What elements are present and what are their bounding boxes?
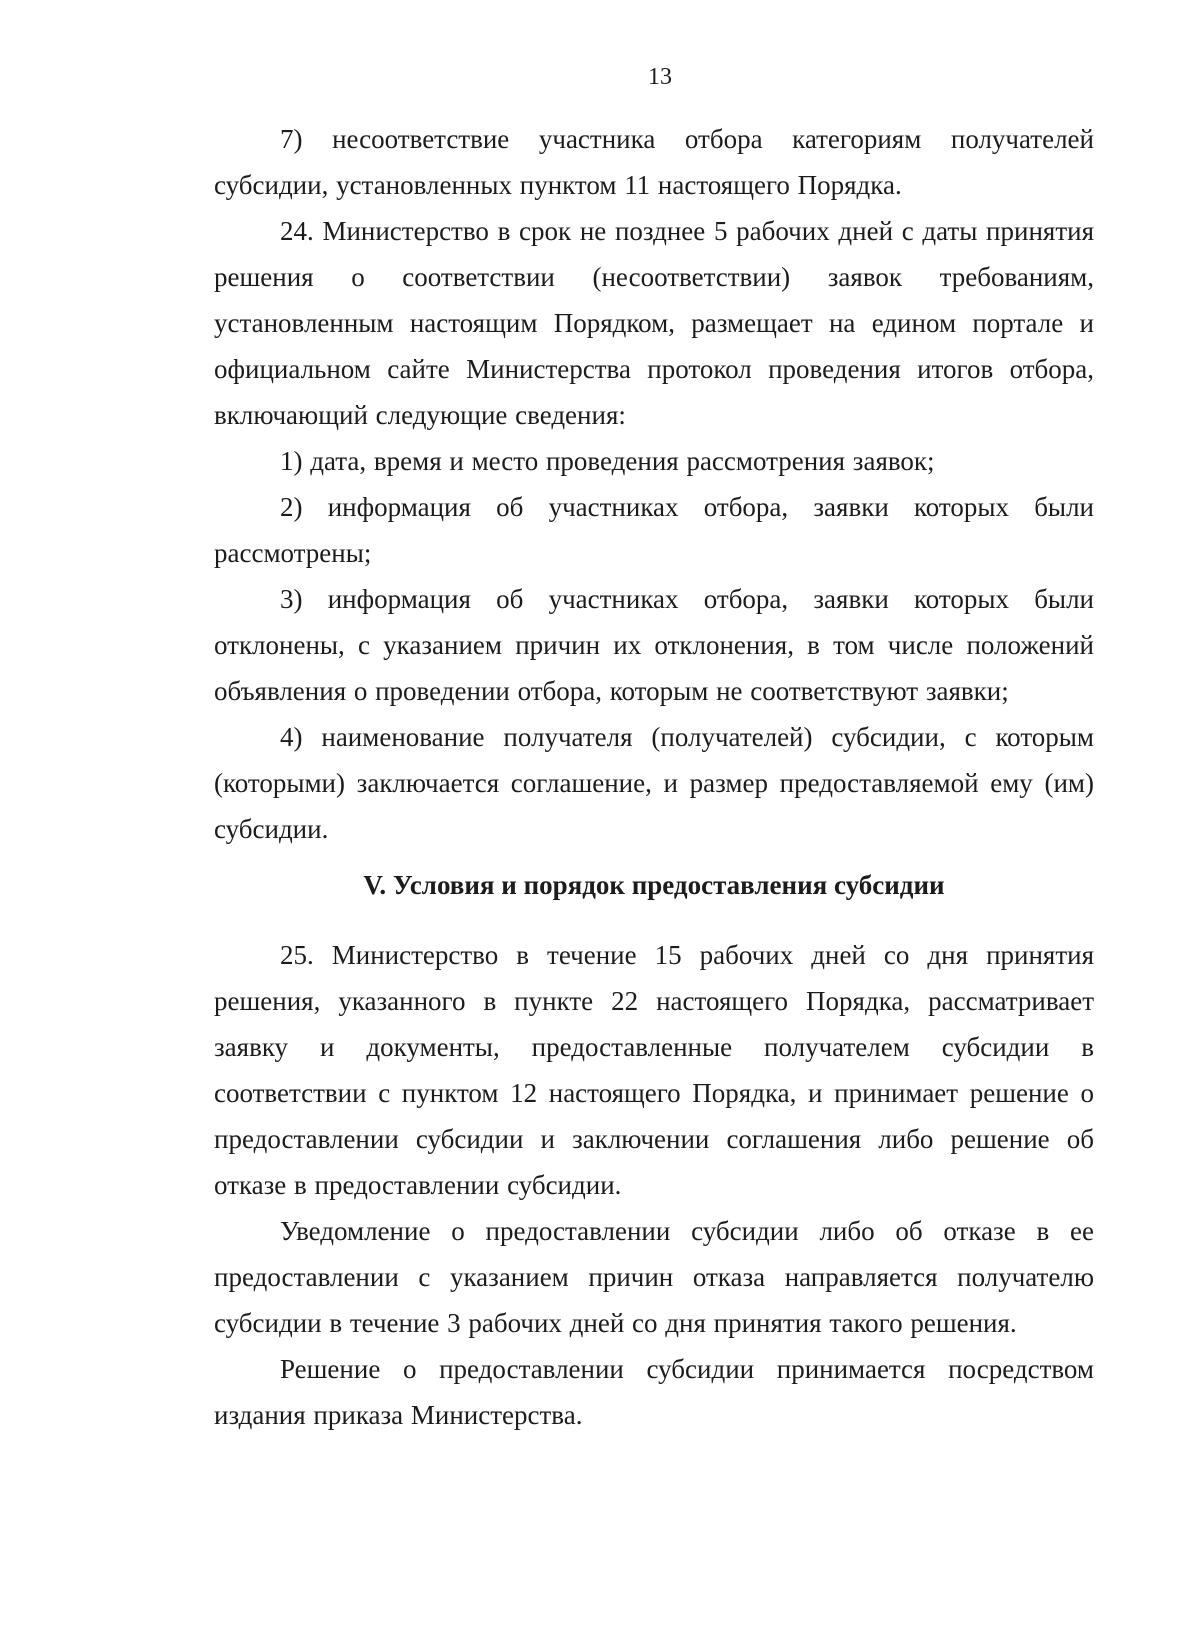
paragraph-24: 24. Министерство в срок не позднее 5 рабочих дней с даты принятия решения о соответствии (несоответствии) заявок требованиям, установленным настоящим Порядком, размещает на едином портале и официальном сайте Министерства протокол проведения итогов отбора, включающий следующие сведения:	[214, 216, 1094, 430]
paragraph-25: 25. Министерство в течение 15 рабочих дней со дня принятия решения, указанного в пункте 22 настоящего Порядка, рассматривает заявку и документы, предоставленные получателем субсидии в соответствии с пунктом 12 настоящего Порядка, и принимает решение о предоставлении субсидии и заключении соглашения либо решение об отказе в предоставлении субсидии.	[214, 940, 1094, 1200]
paragraph-decision: Решение о предоставлении субсидии принимается посредством издания приказа Министерства.	[214, 1354, 1094, 1430]
list-item-3: 3) информация об участниках отбора, заявки которых были отклонены, с указанием причин их отклонения, в том числе положений объявления о проведении отбора, которым не соответствуют заявки;	[214, 584, 1094, 706]
paragraph-notification: Уведомление о предоставлении субсидии либо об отказе в ее предоставлении с указанием причин отказа направляется получателю субсидии в течение 3 рабочих дней со дня принятия такого решения.	[214, 1216, 1094, 1338]
document-body	[214, 116, 1094, 1438]
section-heading: V. Условия и порядок предоставления субсидии	[363, 870, 945, 900]
paragraph-item-7: 7) несоответствие участника отбора категориям получателей субсидии, установленных пунктом 11 настоящего Порядка.	[214, 124, 1094, 200]
page-number: 13	[648, 64, 672, 90]
list-item-4: 4) наименование получателя (получателей) субсидии, с которым (которыми) заключается соглашение, и размер предоставляемой ему (им) субсидии.	[214, 722, 1094, 844]
list-item-1: 1) дата, время и место проведения рассмотрения заявок;	[280, 446, 935, 476]
list-item-2: 2) информация об участниках отбора, заявки которых были рассмотрены;	[214, 492, 1094, 568]
